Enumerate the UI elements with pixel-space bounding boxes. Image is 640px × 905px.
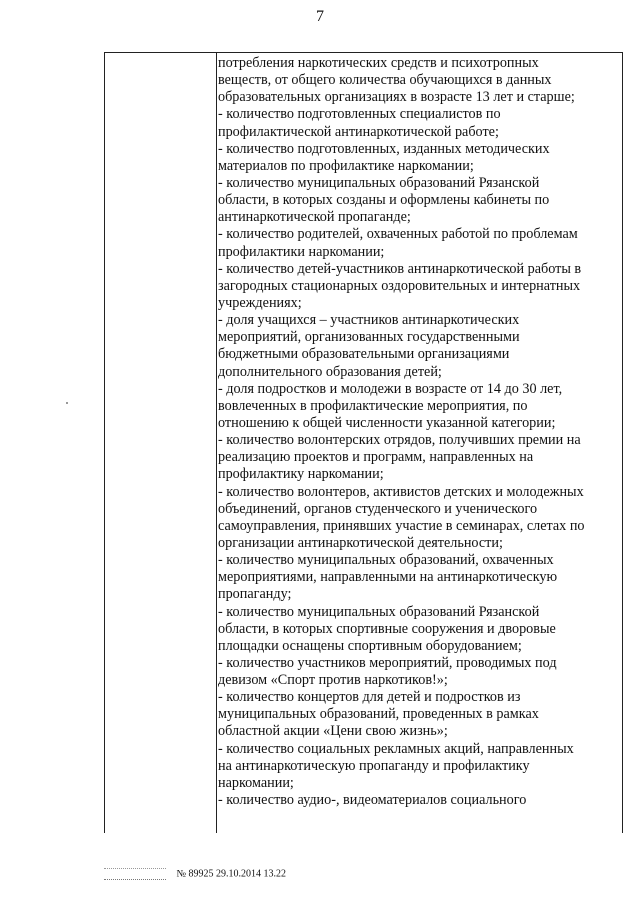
footer-doc-number: № 89925: [176, 868, 214, 880]
text-line: профилактику наркомании;: [218, 466, 384, 483]
text-line: - количество социальных рекламных акций, направленных: [218, 740, 574, 757]
text-line: областной акции «Цени свою жизнь»;: [218, 723, 448, 740]
text-line: области, в которых спортивные сооружения и дворовые: [218, 620, 556, 637]
text-line: площадки оснащены спортивным оборудованием;: [218, 637, 522, 654]
text-line: - количество концертов для детей и подростков из: [218, 689, 521, 706]
text-line: - количество родителей, охваченных работой по проблемам: [218, 226, 578, 243]
text-line: организации антинаркотической деятельности;: [218, 534, 503, 551]
text-line: профилактической антинаркотической работе;: [218, 123, 499, 140]
text-line: отношению к общей численности указанной категории;: [218, 414, 556, 431]
scan-artifact: [66, 402, 68, 404]
text-line: образовательных организациях в возрасте 13 лет и старше;: [218, 89, 575, 106]
text-line: мероприятиями, направленными на антинаркотическую: [218, 569, 558, 586]
text-line: дополнительного образования детей;: [218, 363, 442, 380]
text-line: девизом «Спорт против наркотиков!»;: [218, 672, 448, 689]
text-line: загородных стационарных оздоровительных и интернатных: [218, 277, 581, 294]
column-divider: [216, 53, 217, 833]
footer-datetime: 29.10.2014 13.22: [216, 868, 287, 880]
text-line: пропаганду;: [218, 586, 292, 603]
text-line: объединений, органов студенческого и ученического: [218, 500, 538, 517]
text-line: - количество муниципальных образований Рязанской: [218, 603, 540, 620]
text-line: антинаркотической пропаганде;: [218, 209, 411, 226]
text-line: учреждениях;: [218, 294, 302, 311]
text-line: - количество участников мероприятий, проводимых под: [218, 654, 557, 671]
text-line: - количество муниципальных образований Рязанской: [218, 174, 540, 191]
text-line: на антинаркотическую пропаганду и профилактику: [218, 757, 530, 774]
text-line: - количество волонтерских отрядов, получивших премии на: [218, 432, 581, 449]
footer: [104, 868, 286, 880]
document-table: [104, 52, 623, 833]
text-line: веществ, от общего количества обучающихся в данных: [218, 72, 552, 89]
text-line: - количество подготовленных, изданных методических: [218, 140, 550, 157]
table-text-column: [218, 55, 618, 809]
text-line: мероприятий, организованных государственными: [218, 329, 520, 346]
text-line: потребления наркотических средств и психотропных: [218, 55, 539, 71]
text-line: - количество детей-участников антинаркотической работы в: [218, 260, 582, 277]
text-line: - доля учащихся – участников антинаркотических: [218, 312, 520, 329]
text-line: бюджетными образовательными организациями: [218, 346, 510, 363]
text-line: вовлеченных в профилактические мероприятия, по: [218, 397, 528, 414]
text-line: профилактики наркомании;: [218, 243, 385, 260]
text-line: материалов по профилактике наркомании;: [218, 157, 474, 174]
text-line: - количество муниципальных образований, охваченных: [218, 552, 554, 569]
text-line: муниципальных образований, проведенных в рамках: [218, 706, 539, 723]
page-number: 7: [316, 8, 324, 25]
text-line: области, в которых созданы и оформлены кабинеты по: [218, 192, 550, 209]
text-line: - количество подготовленных специалистов по: [218, 106, 501, 123]
text-line: реализацию проектов и программ, направленных на: [218, 449, 534, 466]
text-line: - количество аудио-, видеоматериалов социального: [218, 792, 527, 809]
text-line: наркомании;: [218, 774, 294, 791]
text-line: самоуправления, принявших участие в семинарах, слетах по: [218, 517, 585, 534]
registry-stamp: [104, 868, 166, 880]
text-line: - количество волонтеров, активистов детских и молодежных: [218, 483, 584, 500]
text-line: - доля подростков и молодежи в возрасте от 14 до 30 лет,: [218, 380, 563, 397]
